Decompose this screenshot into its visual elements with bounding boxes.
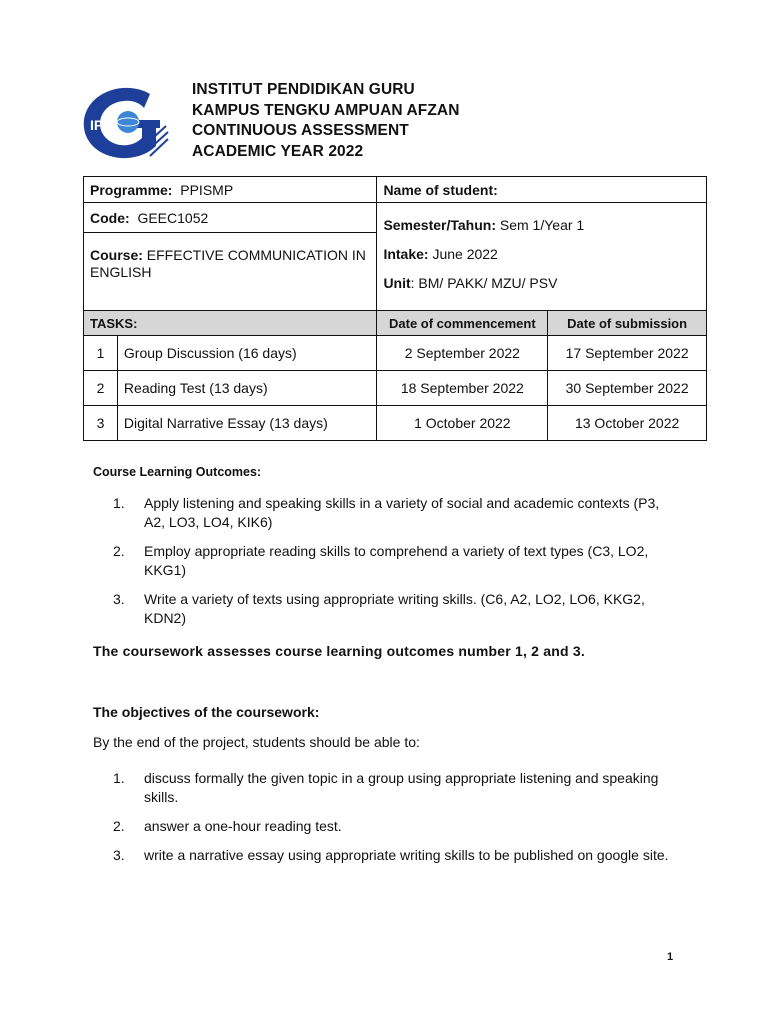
task-end-date: 17 September 2022: [548, 336, 707, 371]
task-number: 3: [84, 406, 118, 441]
list-item: [113, 542, 673, 580]
unit-value: : BM/ PAKK/ MZU/ PSV: [410, 275, 558, 291]
outcome-number: 2.: [113, 543, 125, 559]
table-row: [84, 336, 707, 371]
list-item: [113, 846, 673, 865]
objectives-heading: The objectives of the coursework:: [93, 704, 320, 720]
task-name: Digital Narrative Essay (13 days): [117, 406, 377, 441]
header-line-campus: KAMPUS TENGKU AMPUAN AFZAN: [192, 101, 460, 119]
programme-value: PPISMP: [180, 181, 234, 198]
task-end-date: 13 October 2022: [548, 406, 707, 441]
document-header: [192, 80, 460, 162]
semester-intake-unit-cell: [377, 203, 707, 311]
task-name: Reading Test (13 days): [117, 371, 377, 406]
task-number: 1: [84, 336, 118, 371]
code-cell: [84, 203, 377, 233]
outcomes-list: [113, 494, 673, 638]
course-info-table: [83, 176, 707, 441]
table-row: [84, 406, 707, 441]
objectives-intro: By the end of the project, students should be able to:: [93, 734, 420, 750]
outcome-number: 3.: [113, 591, 125, 607]
course-label: Course:: [90, 247, 143, 263]
outcome-number: 1.: [113, 495, 125, 511]
outcome-text: Write a variety of texts using appropriate writing skills. (C6, A2, LO2, LO6, KKG2, KDN2): [144, 591, 645, 626]
outcomes-heading: Course Learning Outcomes:: [93, 465, 262, 479]
submission-header: Date of submission: [548, 311, 707, 336]
programme-label: Programme:: [90, 181, 173, 198]
task-start-date: 18 September 2022: [377, 371, 548, 406]
course-cell: [84, 233, 377, 311]
objective-number: 3.: [113, 847, 125, 863]
semester-label: Semester/Tahun:: [383, 217, 496, 233]
list-item: [113, 769, 673, 807]
intake-value: June 2022: [432, 246, 498, 262]
header-line-year: ACADEMIC YEAR 2022: [192, 142, 364, 160]
objective-number: 1.: [113, 770, 125, 786]
student-name-label: Name of student:: [383, 181, 498, 198]
list-item: [113, 817, 673, 836]
semester-value: Sem 1/Year 1: [499, 217, 585, 233]
header-line-institute: INSTITUT PENDIDIKAN GURU: [192, 81, 415, 98]
task-start-date: 2 September 2022: [377, 336, 548, 371]
objective-text: answer a one-hour reading test.: [144, 818, 342, 834]
page-number: 1: [667, 951, 674, 963]
table-row: [84, 371, 707, 406]
objective-text: write a narrative essay using appropriate writing skills to be published on google site.: [144, 847, 669, 863]
code-value: GEEC1052: [137, 209, 209, 226]
objective-text: discuss formally the given topic in a group using appropriate listening and speaking skills.: [144, 770, 659, 805]
course-value: EFFECTIVE COMMUNICATION IN ENGLISH: [90, 247, 366, 280]
task-end-date: 30 September 2022: [548, 371, 707, 406]
list-item: [113, 590, 673, 628]
header-line-assessment: CONTINUOUS ASSESSMENT: [192, 122, 409, 139]
assesses-statement: The coursework assesses course learning outcomes number 1, 2 and 3.: [93, 643, 585, 659]
code-label: Code:: [90, 209, 130, 226]
logo-text: IPG: [90, 117, 115, 133]
unit-label: Unit: [383, 275, 411, 291]
student-name-cell: [377, 177, 707, 203]
task-number: 2: [84, 371, 118, 406]
ipg-logo: [80, 86, 170, 160]
intake-label: Intake:: [383, 246, 429, 262]
outcome-text: Apply listening and speaking skills in a variety of social and academic contexts (P3, A2, LO3, LO4, KIK6): [144, 495, 660, 530]
commencement-header: Date of commencement: [377, 311, 548, 336]
list-item: [113, 494, 673, 532]
objectives-list: [113, 769, 673, 875]
objective-number: 2.: [113, 818, 125, 834]
outcome-text: Employ appropriate reading skills to comprehend a variety of text types (C3, LO2, KKG1): [144, 543, 649, 578]
tasks-header-row: [84, 311, 707, 336]
task-start-date: 1 October 2022: [377, 406, 548, 441]
tasks-header: TASKS:: [84, 311, 377, 336]
task-name: Group Discussion (16 days): [117, 336, 377, 371]
programme-cell: [84, 177, 377, 203]
